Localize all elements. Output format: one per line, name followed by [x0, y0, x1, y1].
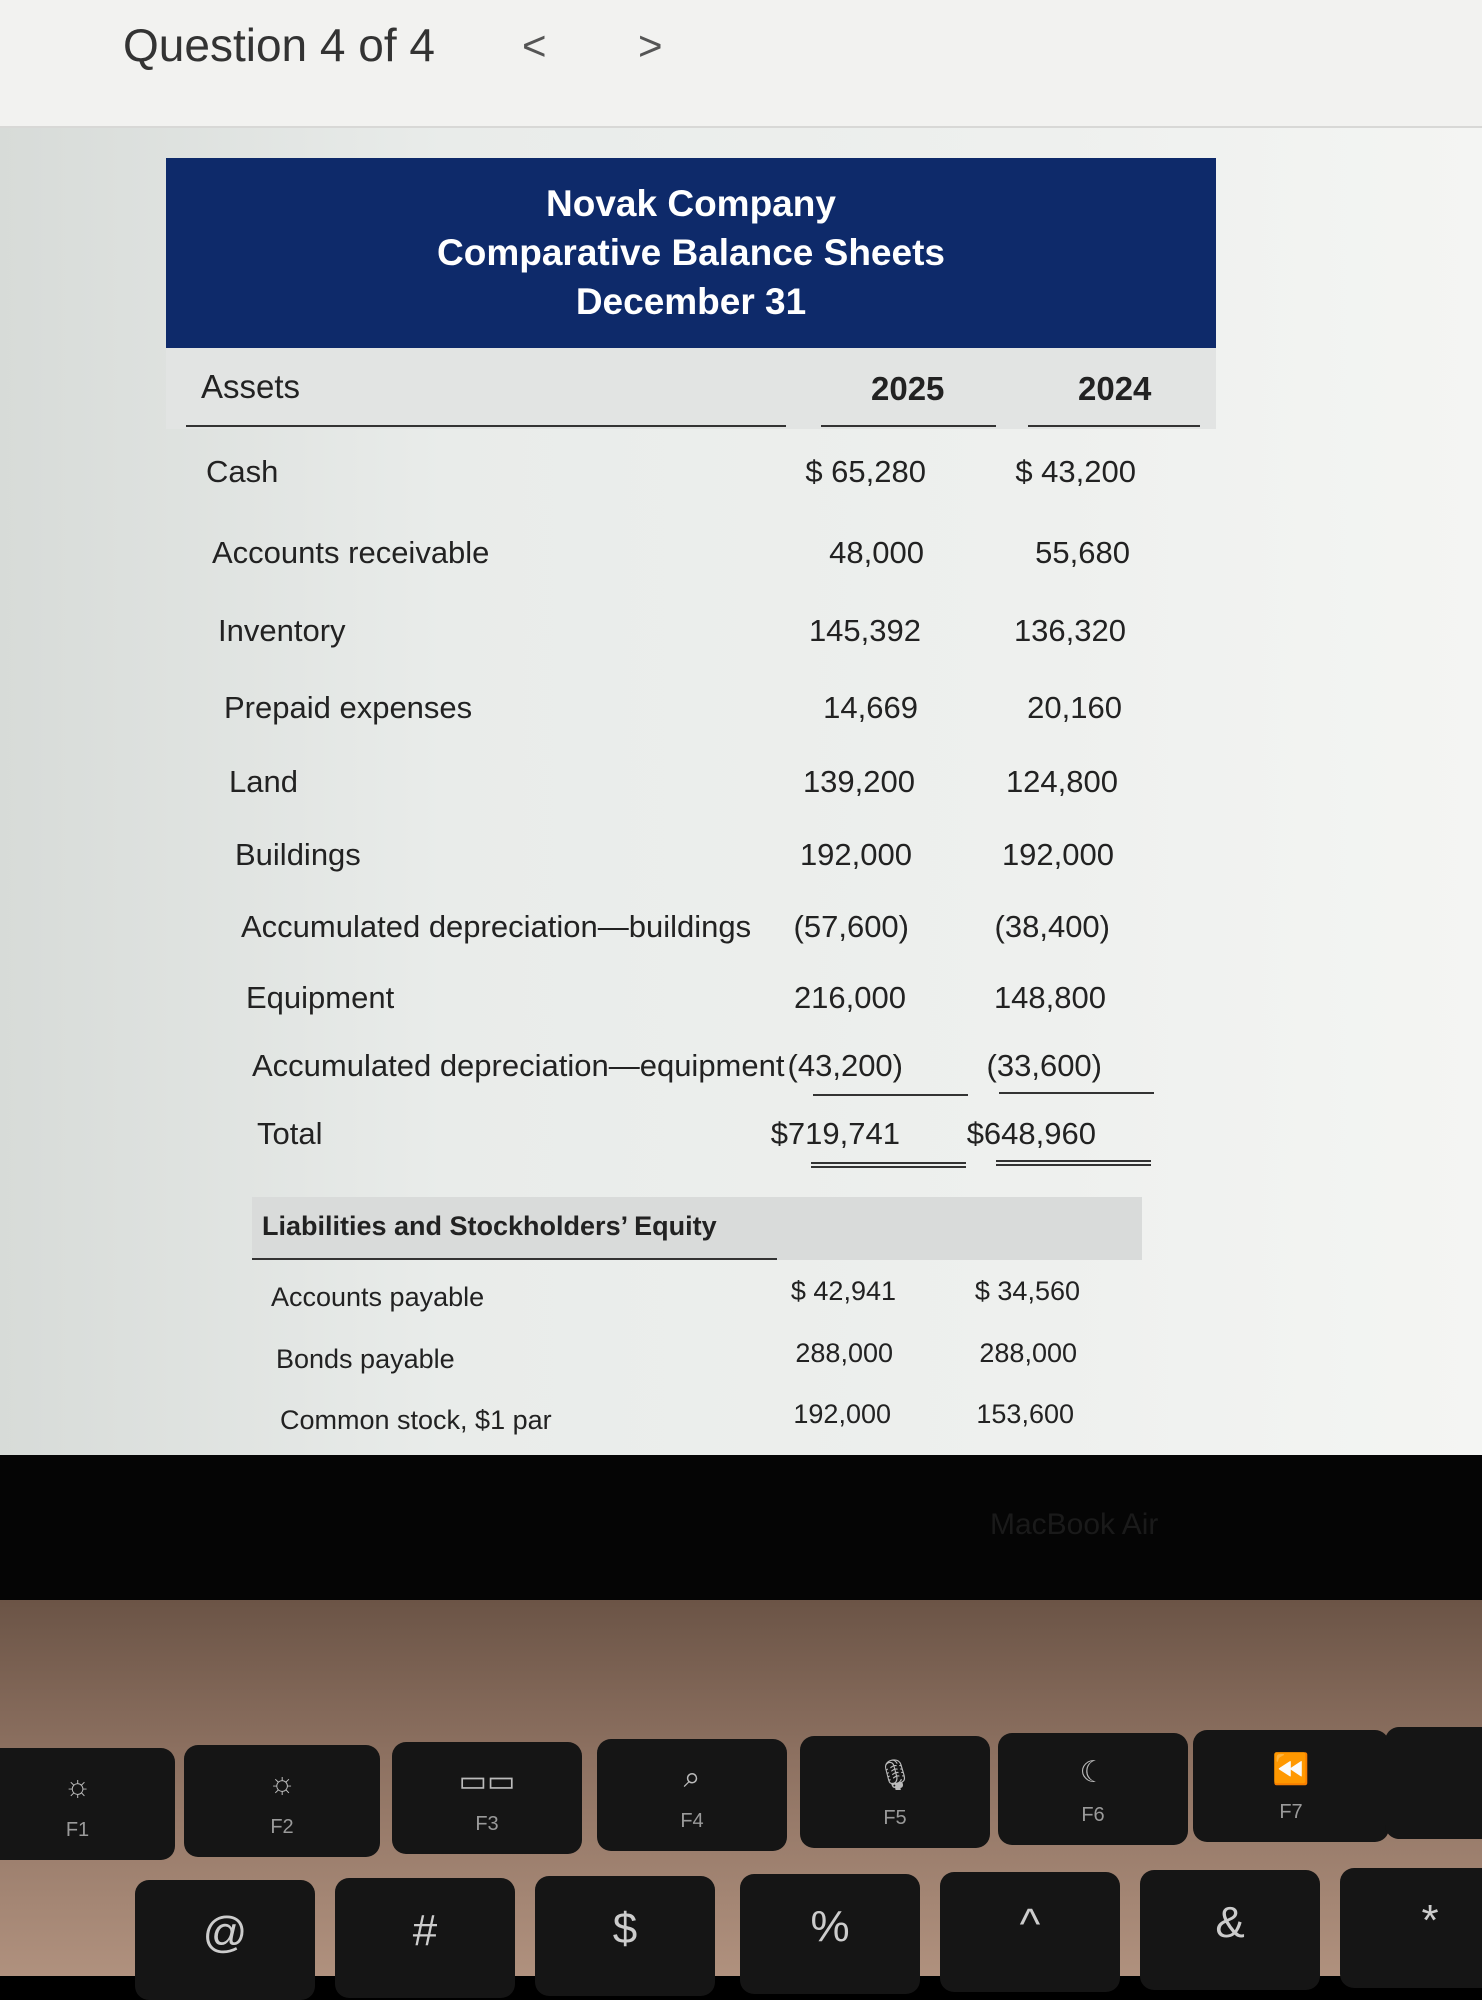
row-label: Accumulated depreciation—buildings — [241, 909, 752, 944]
key-label: F7 — [1279, 1801, 1303, 1823]
row-label: Prepaid expenses — [224, 690, 473, 725]
row-label: Accounts receivable — [212, 535, 490, 570]
value-2024: 55,680 — [1035, 535, 1130, 570]
year-2024: 2024 — [1078, 370, 1152, 407]
row-label: Buildings — [235, 837, 361, 872]
value-2024: 148,800 — [993, 980, 1106, 1015]
liabilities-label: Liabilities and Stockholders’ Equity — [262, 1211, 717, 1241]
row-label: Accumulated depreciation—equipment — [252, 1048, 785, 1083]
key-4[interactable] — [535, 1876, 715, 1996]
value-2025: $ 42,941 — [790, 1276, 896, 1306]
key-8[interactable] — [1340, 1868, 1482, 1988]
key-f7[interactable] — [1193, 1730, 1389, 1842]
key-f6[interactable] — [998, 1733, 1188, 1845]
key-label: F3 — [475, 1813, 499, 1835]
value-2025: 288,000 — [795, 1338, 893, 1368]
divider — [1028, 425, 1200, 427]
key-symbol: % — [810, 1902, 850, 1951]
key-label: F2 — [270, 1816, 294, 1838]
keyboard — [0, 1600, 1482, 1976]
key-f2[interactable] — [184, 1745, 380, 1857]
key-f3[interactable] — [392, 1742, 582, 1854]
key-symbol: @ — [202, 1908, 248, 1957]
value-2025: $719,741 — [770, 1116, 900, 1151]
mission-control-icon: ▭▭ — [458, 1765, 516, 1798]
question-counter: Question 4 of 4 — [123, 19, 435, 71]
key-symbol: & — [1215, 1898, 1245, 1947]
key-2[interactable] — [135, 1880, 315, 2000]
key-7[interactable] — [1140, 1870, 1320, 1990]
value-2025: 14,669 — [823, 690, 918, 725]
row-label: Total — [257, 1116, 323, 1151]
row-label: Inventory — [218, 613, 346, 648]
value-2025: (43,200) — [787, 1048, 903, 1083]
key-f5[interactable] — [800, 1736, 990, 1848]
key-symbol: $ — [612, 1904, 638, 1953]
value-2024: 153,600 — [976, 1399, 1074, 1429]
value-2025: 139,200 — [802, 764, 915, 799]
key-5[interactable] — [740, 1874, 920, 1994]
double-underline — [811, 1162, 966, 1168]
value-2025: $ 65,280 — [805, 454, 926, 489]
key-label: F1 — [65, 1819, 90, 1841]
year-2025: 2025 — [871, 370, 945, 407]
bezel-brand-text: MacBook Air — [990, 1508, 1159, 1541]
moon-icon: ☾ — [1079, 1756, 1107, 1789]
value-2024: 20,160 — [1027, 690, 1122, 725]
next-question-button[interactable]: > — [638, 22, 663, 69]
value-2025: 192,000 — [793, 1399, 891, 1429]
key-label: F4 — [680, 1810, 704, 1832]
key-symbol: # — [412, 1906, 438, 1955]
value-2025: 48,000 — [829, 535, 924, 570]
value-2024: $ 34,560 — [974, 1276, 1080, 1306]
laptop-bezel — [0, 1455, 1482, 1605]
key-f1[interactable] — [0, 1748, 175, 1860]
value-2024: 192,000 — [1001, 837, 1114, 872]
subtotal-line — [999, 1092, 1154, 1094]
subtotal-line — [813, 1094, 968, 1096]
key-f8[interactable] — [1385, 1727, 1482, 1839]
key-3[interactable] — [335, 1878, 515, 1998]
statement-date: December 31 — [575, 281, 807, 322]
assets-header-row — [166, 348, 1216, 429]
value-2025: 145,392 — [808, 613, 921, 648]
microphone-icon: 🎙 — [875, 1759, 915, 1792]
double-underline — [996, 1160, 1151, 1166]
prev-question-button[interactable]: < — [522, 22, 547, 69]
divider — [252, 1258, 777, 1260]
value-2024: $648,960 — [966, 1116, 1096, 1151]
value-2025: 216,000 — [793, 980, 906, 1015]
value-2025: 192,000 — [799, 837, 912, 872]
search-icon: ⌕ — [683, 1761, 701, 1794]
statement-title: Comparative Balance Sheets — [437, 232, 945, 273]
divider — [821, 425, 996, 427]
company-name: Novak Company — [546, 183, 836, 224]
sheet-header — [166, 158, 1216, 348]
row-label: Common stock, $1 par — [280, 1405, 552, 1435]
value-2024: 124,800 — [1005, 764, 1118, 799]
value-2024: $ 43,200 — [1015, 454, 1136, 489]
key-symbol: * — [1421, 1896, 1439, 1945]
value-2025: (57,600) — [793, 909, 909, 944]
value-2024: (33,600) — [986, 1048, 1102, 1083]
row-label: Land — [229, 764, 298, 799]
row-label: Bonds payable — [276, 1344, 455, 1374]
value-2024: (38,400) — [994, 909, 1110, 944]
key-symbol: ^ — [1019, 1900, 1041, 1949]
row-label: Equipment — [246, 980, 395, 1015]
value-2024: 288,000 — [979, 1338, 1077, 1368]
top-bar — [0, 0, 1482, 128]
key-label: F6 — [1081, 1804, 1105, 1826]
key-label: F5 — [883, 1807, 907, 1829]
value-2024: 136,320 — [1013, 613, 1126, 648]
brightness-down-icon: ☼ — [63, 1770, 92, 1803]
brightness-up-icon: ☼ — [268, 1767, 296, 1800]
divider — [186, 425, 786, 427]
row-label: Accounts payable — [271, 1282, 485, 1312]
assets-label: Assets — [201, 368, 301, 405]
key-f4[interactable] — [597, 1739, 787, 1851]
liabilities-header-row — [252, 1197, 1142, 1260]
row-label: Cash — [206, 454, 279, 489]
rewind-icon: ⏪ — [1272, 1753, 1310, 1786]
key-6[interactable] — [940, 1872, 1120, 1992]
